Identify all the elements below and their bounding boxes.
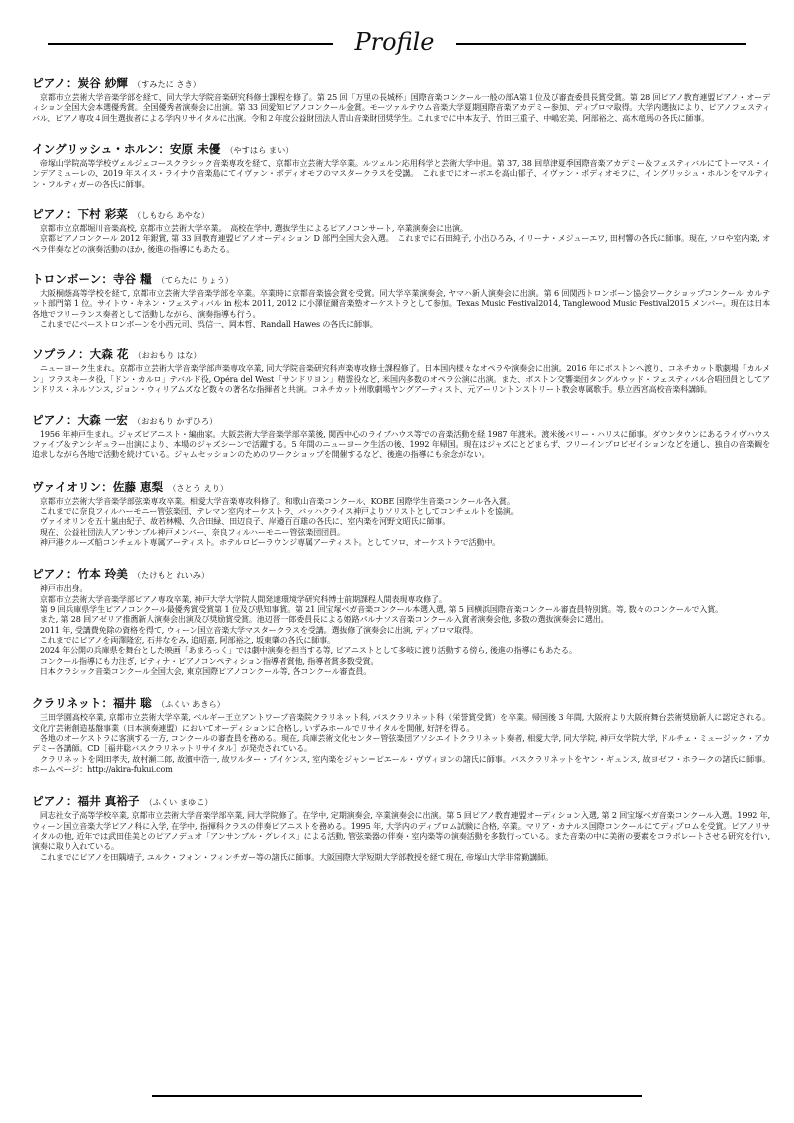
- bio-paragraph: 三田学園高校卒業, 京都市立芸術大学卒業, ベルギー王立アントワープ音楽院クラリネット科, バスクラリネット科（栄誉賞受賞）を卒業。帰国後 3 年間, 大阪府より大阪府舞台芸術奨励新人に認定される。文化庁芸術創造基盤事業（日本演奏連盟）においてオーディションに合格し, いずみホールでリサイタルを開催, 好評を得る。: [32, 713, 770, 733]
- bio-paragraph: 第 9 回兵庫県学生ピアノコンクール最優秀賞受賞第 1 位及び県知事賞。第 21 回宝塚ベガ音楽コンクール本選入選, 第 5 回横浜国際音楽コンクール審査員特別賞。等, 数々のコンクールで入賞。: [32, 604, 724, 614]
- performer-heading: [32, 567, 770, 583]
- bio-paragraph: 京都市立芸術大学音楽学部を経て、同大学大学院音楽研究科修士課程を修了。第 25 回「万里の長城杯」国際音楽コンクール一般の部A第１位及び審査委員長賞受賞。第 28 回ピアノ教育連盟ピアノ・オーディション全国大会本選優秀賞。全国優秀者演奏会に出演。第 33 回愛知ピアノコンクール金賞。モーツァルテウム音楽大学夏期国際音楽アカデミー参加、ディプロマ取得。大学内選抜により、ピアノフェスティバル、ピアノ専攻４回生選抜者による学内リサイタルに出演。令和２年度公益財団法人青山音楽財団奨学生。これまでに中本友子、竹田三重子、中嶋宏美、阿部裕之、高木竜馬の各氏に師事。: [32, 93, 770, 123]
- header-rule-left: [48, 43, 333, 45]
- performer-bio: [32, 159, 770, 190]
- performer-heading: [32, 207, 770, 223]
- bio-paragraph: 現在、公益社団法人アンサンブル神戸メンバー、奈良フィルハーモニー管弦楽団団員。: [32, 527, 345, 537]
- bio-paragraph: 神戸市出身。: [32, 584, 88, 594]
- profile-entry: [32, 272, 770, 330]
- profile-entry: [32, 794, 770, 863]
- performer-role: ピアノ: [32, 412, 66, 427]
- role-separator: ：: [65, 207, 78, 222]
- performer-role: クラリネット: [32, 696, 102, 711]
- profile-entry: [32, 142, 770, 190]
- bio-paragraph: 2024 年公開の兵庫県を舞台とした映画「あまろっく」では劇中演奏を担当する等, ピアニストとして多岐に渡り活動する傍ら, 後進の指導にもあたる。: [32, 646, 577, 656]
- performer-heading: [32, 480, 770, 496]
- role-separator: ：: [158, 142, 170, 157]
- performer-heading: [32, 76, 770, 92]
- performer-role: ソプラノ: [32, 347, 79, 362]
- performer-heading: [32, 142, 770, 158]
- role-separator: ：: [101, 272, 113, 287]
- bio-paragraph: 日本クラシック音楽コンクール全国大会, 東京国際ピアノコンクール等, 各コンクール審査員。: [32, 667, 372, 676]
- bio-paragraph: コンクール指導にも力注ぎ, ピティナ・ピアノコンペティション指導者賞他, 指導者賞多数受賞。: [32, 656, 379, 666]
- performer-name: 寺谷 糧: [112, 272, 152, 287]
- performer-heading: [32, 413, 770, 429]
- performer-name: 佐藤 恵梨: [112, 479, 164, 494]
- performer-bio: [32, 289, 770, 330]
- bio-paragraph: これまでに奈良フィルハーモニー管弦楽団、テレマン室内オーケストラ、バッハクライス神戸よりソリストとしてコンチェルトを協演。: [32, 506, 519, 516]
- performer-bio: [32, 497, 770, 549]
- bio-paragraph: また, 第 28 回アゼリア推薦新人演奏会出演及び奨励賞受賞。池辺晋一郎委員長による姫路パルナソス音楽コンクール入賞者演奏会他, 多数の選抜演奏会に選出。: [32, 615, 609, 625]
- bio-paragraph: これまでにベーストロンボーンを小西元司、呉信一、岡本哲、Randall Hawes の各氏に師事。: [32, 320, 378, 330]
- bio-paragraph: 京都ピアノコンクール 2012 年銀賞, 第 33 回教育連盟ピアノオーディション D 部門全国大会入選。 これまでに石田純子, 小出ひろみ, イリーナ・メジューエワ, 田村響の各氏に師事。現在, ソロや室内楽, オペラ伴奏などの演奏活動のほか, 後進の指導にもあたる。: [32, 234, 770, 254]
- page-title: Profile: [354, 28, 435, 56]
- performer-role: イングリッシュ・ホルン: [32, 142, 159, 157]
- bio-paragraph: 各地のオーケストラに客演する一方, コンクールの審査員を務める。現在, 兵庫芸術文化センター管弦楽団アソシエイトクラリネット奏者, 相愛大学, 同大学院, 神戸女学院大学, ドルチェ・ミュージック・アカデミー各講師。CD［福井聡バスクラリネットリサイタル］が発売されている。: [32, 734, 770, 754]
- bio-paragraph: 京都市立京都堀川音楽高校, 京都市立芸術大学卒業。 高校在学中, 選抜学生によるピアノコンサート, 卒業演奏会に出演。: [32, 224, 468, 234]
- performer-heading: [32, 272, 770, 288]
- performer-role: ヴァイオリン: [32, 479, 102, 494]
- performer-bio: [32, 811, 770, 863]
- performer-reading: （さとう えり）: [168, 482, 229, 493]
- role-separator: ：: [65, 794, 78, 809]
- performer-role: ピアノ: [32, 567, 66, 582]
- bio-paragraph: これまでにピアノを田隅靖子, ユルク・フォン・フィンチガー等の諸氏に師事。大阪国際大学短期大学部教授を経て現在, 帝塚山大学非常勤講師。: [32, 852, 553, 862]
- performer-heading: [32, 794, 770, 810]
- performer-name: 下村 彩菜: [77, 207, 128, 222]
- profile-entry: [32, 347, 770, 395]
- role-separator: ：: [65, 412, 78, 427]
- performer-reading: （てらたに りょう）: [156, 275, 234, 286]
- bio-paragraph: 1956 年神戸生まれ。ジャズピアニスト・編曲家。大阪芸術大学音楽学部卒業後, 関西中心のライブハウス等での音楽活動を経 1987 年渡米。渡米後バリー・ハリスに師事。ダウンタウンにあるライヴハウスファイブ＆テンシギュラー出演により、本場のジャズシーンで活躍する。5 年間のニューヨーク生活の後、1992 年帰国。現在はジャズにとどまらず、フリーインプロビゼイションなどを通し、独自の音楽観を追求しながら各地で活動を続けている。ジャムセッションのためのワークショップを開催するなど、後進の指導にも余念がない。: [32, 429, 770, 460]
- performer-name: 福井 真裕子: [77, 794, 140, 809]
- performer-name: 炭谷 紗輝: [77, 76, 128, 90]
- role-separator: ：: [101, 479, 113, 494]
- bio-paragraph: 神戸港クルーズ船コンチェルト専属アーティスト。ホテルロビーラウンジ専属アーティスト。としてソロ、オーケストラで活動中。: [32, 537, 501, 547]
- performer-reading: （やすはら まい）: [225, 145, 294, 156]
- performer-role: ピアノ: [32, 207, 66, 222]
- performer-bio: [32, 224, 770, 255]
- profile-header: [0, 28, 794, 58]
- role-separator: ：: [65, 76, 78, 90]
- profile-entry: [32, 413, 770, 461]
- performer-reading: （おおもり かずひろ）: [132, 415, 218, 426]
- bio-paragraph: 帝塚山学院高等学校ヴェルジェコースクラシック音楽専攻を経て、京都市立芸術大学卒業。ルツェルン応用科学と芸術大学中退。第 37, 38 回草津夏季国際音楽アカデミー＆フェスティバルにてトーマス・インデアミューレの、2019 年スイス・ライナウ音楽島にてイヴァン・ポディオモフのマスタークラスを受講。 これまでにオーボエを高山郁子、イヴァン・ポディオモフに、イングリッシュ・ホルンをマルティン・フルティガーの各氏に師事。: [32, 159, 770, 189]
- profile-entry: [32, 696, 770, 775]
- header-rule-right: [456, 43, 746, 45]
- performer-bio: [32, 93, 770, 124]
- performer-reading: （たけもと れいみ）: [132, 570, 210, 581]
- performer-reading: （ふくい あきら）: [156, 699, 225, 710]
- profile-entry: [32, 207, 770, 255]
- role-separator: ：: [65, 567, 78, 582]
- performer-reading: （しもむら あやな）: [132, 210, 210, 221]
- bio-paragraph: 大阪桐蔭高等学校を経て, 京都市立芸術大学音楽学部を卒業。卒業時に京都音楽協会賞を受賞。同大学卒業演奏会, ヤマハ新人演奏会に出演。第 6 回関西トロンボーン協会ワークショップコンクール カルテット部門第 1 位。サイトウ・キネン・フェスティバル in 松本 2011, 2012 に小澤征爾音楽塾オーケストラとして参加。Texas Music Festival2014, Tanglewood Music Festival2015 メンバー。現在は日本各地でフリーランス奏者として活動しながら、演奏指導も行う。: [32, 289, 770, 319]
- profile-entry: [32, 480, 770, 549]
- role-separator: ：: [101, 696, 113, 711]
- performer-role: ピアノ: [32, 794, 66, 809]
- performer-name: 大森 一宏: [77, 412, 128, 427]
- performer-role: ピアノ: [32, 76, 66, 90]
- footer-rule: [152, 1095, 642, 1097]
- performer-reading: （すみたに さき）: [132, 79, 201, 89]
- bio-paragraph: ヴァイオリンを五十嵐由紀子、故若林暢、久合田緑、田辺良子、岸邉百百雄の各氏に、室内楽を河野文昭氏に師事。: [32, 517, 451, 527]
- performer-reading: （ふくい まゆこ）: [144, 797, 213, 808]
- performer-name: 福井 聡: [112, 696, 152, 711]
- performer-role: トロンボーン: [32, 272, 102, 287]
- bio-paragraph: 2011 年, 受講費免除の資格を得て, ウィーン国立音楽大学マスタークラスを受講。選抜修了演奏会に出演, ディプロマ取得。: [32, 625, 478, 635]
- performer-bio: [32, 364, 770, 395]
- performer-name: 安原 未優: [169, 142, 221, 157]
- performer-name: 竹本 玲美: [77, 567, 128, 582]
- profile-list: [32, 76, 770, 863]
- bio-paragraph: クラリネットを岡田孝夫, 故村瀬二郎, 故濱中浩一, 故ワルター・ブイケンス, 室内楽をジャン＝ピエール・ヴヴィヨンの諸氏に師事。バスクラリネットをヤン・ギュンス, 故ヨゼフ・ホラークの諸氏に師事。ホームページ：http://akira-fukui.com: [32, 754, 770, 775]
- performer-bio: [32, 584, 770, 677]
- performer-bio: [32, 430, 770, 461]
- profile-entry: [32, 567, 770, 677]
- bio-paragraph: 京都市立芸術大学音楽学部弦楽専攻卒業。相愛大学音楽専攻科修了。和歌山音楽コンクール、KOBE 国際学生音楽コンクール各入賞。: [32, 496, 515, 506]
- bio-paragraph: これまでにピアノを両澤隆宏, 石井なをみ, 追昭嘉, 阿部裕之, 坂東肇の各氏に師事。: [32, 635, 335, 645]
- performer-reading: （おおもり はな）: [133, 350, 202, 361]
- role-separator: ：: [78, 347, 90, 362]
- performer-bio: [32, 713, 770, 775]
- profile-entry: [32, 76, 770, 124]
- performer-heading: [32, 347, 770, 363]
- bio-paragraph: 同志社女子高等学校卒業, 京都市立芸術大学音楽学部卒業, 同大学院修了。在学中, 定期演奏会, 卒業演奏会に出演。第 5 回ピアノ教育連盟オーディション入選, 第 2 回宝塚ベガ音楽コンクール入選。1992 年, ウィーン国立音楽大学ピアノ科に入学, 在学中, 指揮科クラスの伴奏ピアニストを務める。1995 年, 大学内のディプロム試験に合格, 卒業。マリア・カナルス国際コンクールにてディプロムを受賞。ピアノリサイタルの他, 近年では武田佳美とのピアノデュオ「アンサンブル・グレイス」による活動, 管弦楽器の伴奏・室内楽等の演奏活動を多数行っている。また音楽の中に美術の要素をコラボレートさせる研究を行い, 演奏に取り入れている。: [32, 811, 770, 852]
- bio-paragraph: 京都市立芸術大学音楽学部ピアノ専攻卒業, 神戸大学大学院人間発達環境学研究科博士前期課程人間表現専攻修了。: [32, 594, 447, 604]
- bio-paragraph: ニューヨーク生まれ。京都市立芸術大学音楽学部声楽専攻卒業, 同大学院音楽研究科声楽専攻修士課程修了。日本国内様々なオペラや演奏会に出演。2016 年にボストンへ渡り、コネチカット歌劇場「カルメン」フラスキータ役,「ドン・カルロ」テバルド役, Opéra del West「サンドリヨン」精霊役など, 米国内多数のオペラ公演に出演。また、ボストン交響楽団タングルウッド・フェスティバル合唱団員としてアンドリス・ネルソンス, ジョン・ウィリアムズなど数々の著名な指揮者と共演。コネチカット州歌劇場ヤングアーティスト、元アーリントンストリート教会専属歌手。県立西宮高校音楽科講師。: [32, 364, 770, 395]
- performer-heading: [32, 696, 770, 712]
- performer-name: 大森 花: [89, 347, 129, 362]
